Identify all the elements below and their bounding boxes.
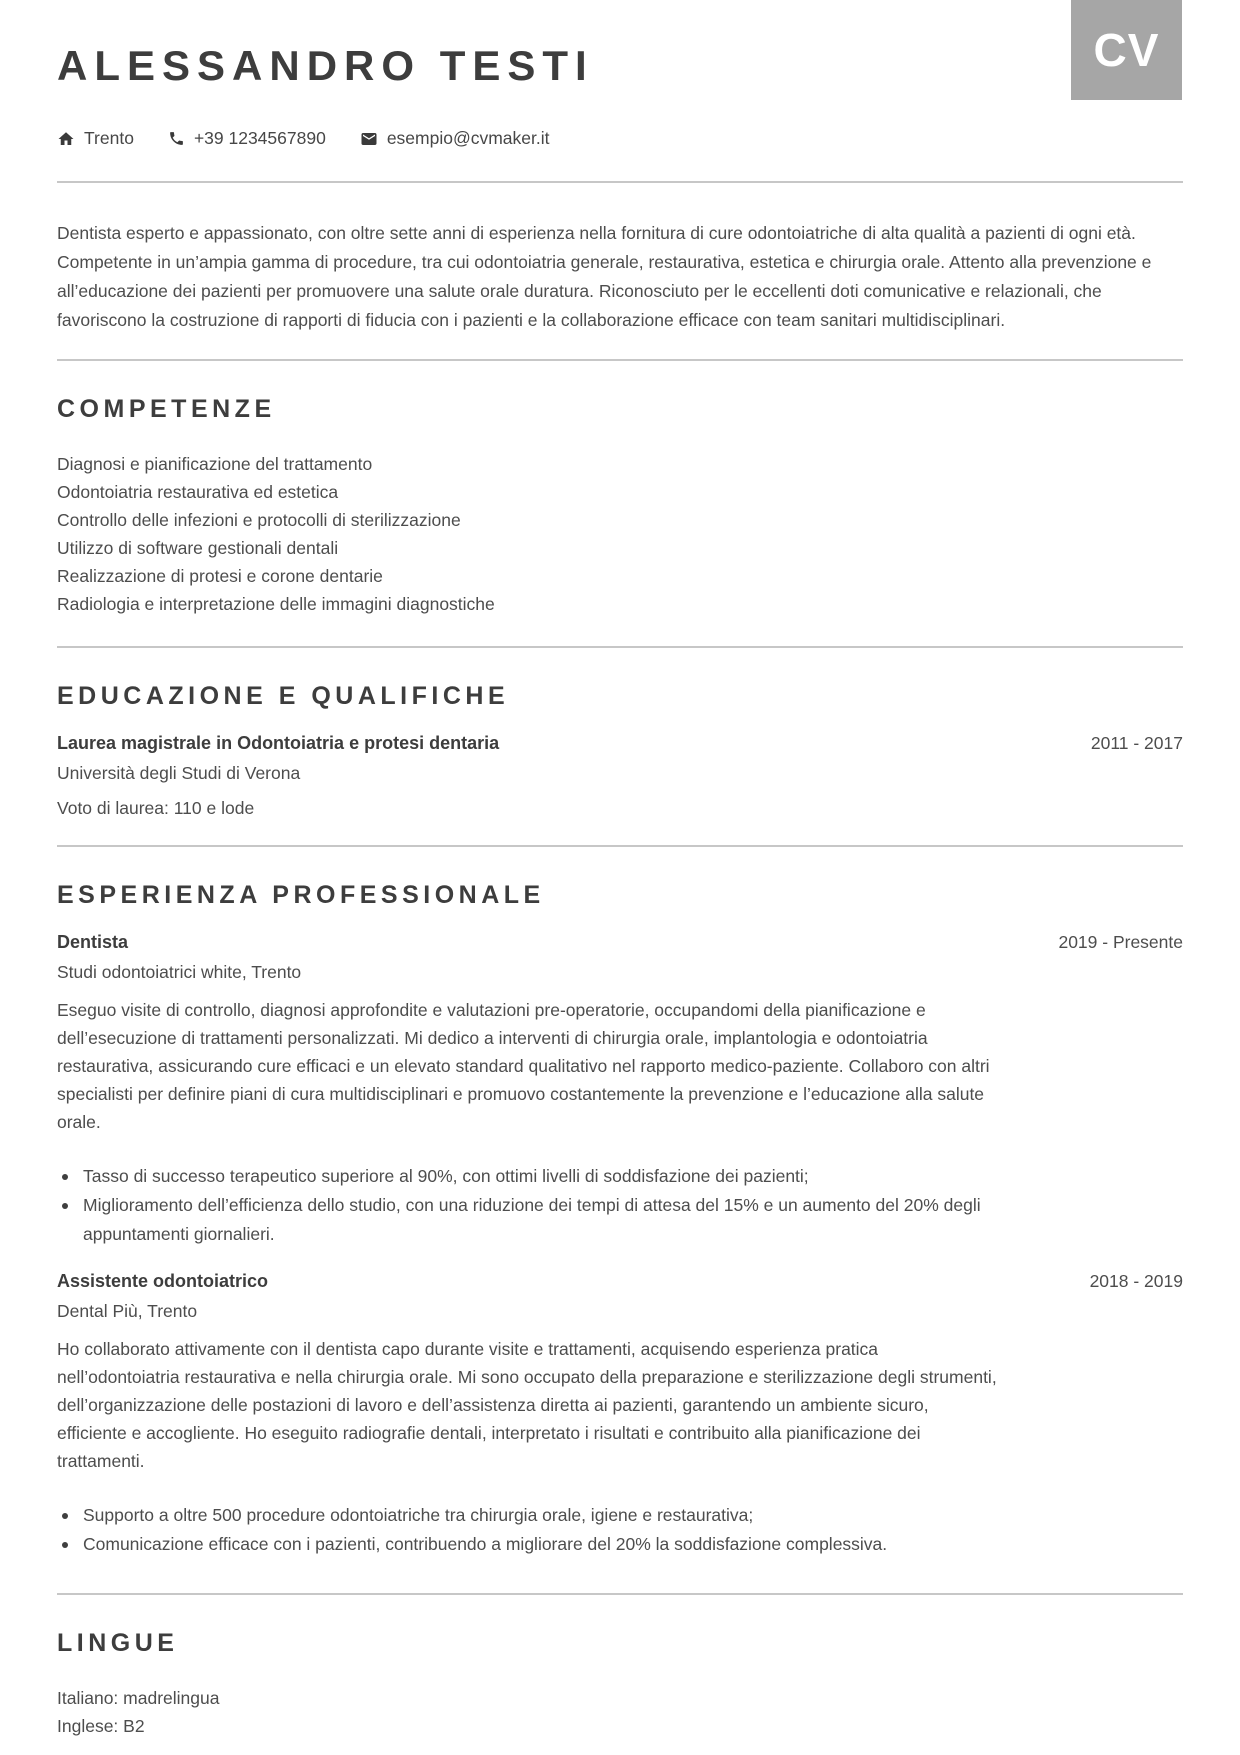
cv-logo-badge: [1071, 0, 1182, 100]
languages-list: [57, 1684, 1183, 1740]
job-achievements-list: [57, 1501, 1017, 1559]
job-period: 2019 - Presente: [1058, 932, 1183, 952]
languages-section: [57, 1629, 1183, 1740]
language-item: Italiano: madrelingua: [57, 1688, 220, 1708]
divider: [57, 359, 1183, 361]
achievement-item: Supporto a oltre 500 procedure odontoiatriche tra chirurgia orale, igiene e restaurativa;: [57, 1501, 1017, 1530]
skills-section: [57, 395, 1183, 618]
job-period: 2018 - 2019: [1089, 1271, 1183, 1291]
achievement-item: Miglioramento dell’efficienza dello studio, con una riduzione dei tempi di attesa del 15% e un aumento del 20% degli appuntamenti giornalieri.: [57, 1191, 1017, 1249]
education-section: [57, 682, 1183, 819]
profile-summary: Dentista esperto e appassionato, con oltre sette anni di esperienza nella fornitura di cure odontoiatriche di alta qualità a pazienti di ogni età. Competente in un’ampia gamma di procedure, tra cui odontoiatria generale, restaurativa, estetica e chirurgia orale. Attento alla prevenzione e all’educazione dei pazienti per promuovere una salute orale duratura. Riconosciuto per le eccellenti doti comunicative e relazionali, che favoriscono la costruzione di rapporti di fiducia con i pazienti e la collaborazione efficace con team sanitari multidisciplinari.: [57, 223, 1152, 330]
contact-location-text: Trento: [84, 128, 134, 148]
home-icon: [57, 130, 75, 148]
skill-item: Diagnosi e pianificazione del trattamento: [57, 454, 373, 474]
email-icon: [360, 130, 378, 148]
job-company: Studi odontoiatrici white, Trento: [57, 962, 302, 982]
cv-logo-text: CV: [1093, 24, 1160, 76]
education-period: 2011 - 2017: [1090, 733, 1183, 753]
language-item: Inglese: B2: [57, 1716, 145, 1736]
contact-email-text: esempio@cvmaker.it: [386, 128, 550, 148]
achievement-item: Comunicazione efficace con i pazienti, contribuendo a migliorare del 20% la soddisfazione complessiva.: [57, 1530, 1017, 1559]
education-section-title: EDUCAZIONE E QUALIFICHE: [57, 682, 510, 710]
skill-item: Odontoiatria restaurativa ed estetica: [57, 482, 339, 502]
experience-entry: [57, 1271, 1183, 1559]
candidate-name: ALESSANDRO TESTI: [57, 42, 594, 89]
divider: [57, 646, 1183, 648]
job-company: Dental Più, Trento: [57, 1301, 198, 1321]
education-entry-head: [57, 733, 1183, 754]
contact-location: [57, 128, 134, 149]
experience-section-title: ESPERIENZA PROFESSIONALE: [57, 881, 545, 909]
phone-icon: [168, 130, 185, 147]
skill-item: Utilizzo di software gestionali dentali: [57, 538, 339, 558]
achievement-item: Tasso di successo terapeutico superiore al 90%, con ottimi livelli di soddisfazione dei pazienti;: [57, 1162, 1017, 1191]
contact-phone: [168, 128, 326, 149]
job-achievements-list: [57, 1162, 1017, 1249]
skills-section-title: COMPETENZE: [57, 395, 276, 423]
education-grade: Voto di laurea: 110 e lode: [57, 798, 255, 818]
skill-item: Realizzazione di protesi e corone dentarie: [57, 566, 383, 586]
degree-title: Laurea magistrale in Odontoiatria e protesi dentaria: [57, 733, 500, 753]
experience-section: [57, 881, 1183, 1559]
job-description: Ho collaborato attivamente con il dentista capo durante visite e trattamenti, acquisendo esperienza pratica nell’odontoiatria restaurativa e nella chirurgia orale. Mi sono occupato della preparazione e sterilizzazione degli strumenti, dell’organizzazione delle postazioni di lavoro e dell’assistenza diretta ai pazienti, garantendo un ambiente sicuro, efficiente e accogliente. Ho eseguito radiografie dentali, interpretato i risultati e contribuito alla pianificazione dei trattamenti.: [57, 1339, 997, 1471]
skill-item: Radiologia e interpretazione delle immagini diagnostiche: [57, 594, 495, 614]
languages-section-title: LINGUE: [57, 1629, 179, 1657]
divider: [57, 1593, 1183, 1595]
job-description: Eseguo visite di controllo, diagnosi approfondite e valutazioni pre-operatorie, occupandomi della pianificazione e dell’esecuzione di trattamenti personalizzati. Mi dedico a interventi di chirurgia orale, implantologia e odontoiatria restaurativa, assicurando cure efficaci e un elevato standard qualitativo nel rapporto medico-paziente. Collaboro con altri specialisti per definire piani di cura multidisciplinari e promuovo costantemente la prevenzione e l’educazione alla salute orale.: [57, 1000, 990, 1132]
skill-item: Controllo delle infezioni e protocolli di sterilizzazione: [57, 510, 461, 530]
skills-list: [57, 450, 1183, 618]
experience-entry-head: [57, 932, 1183, 953]
experience-entry-head: [57, 1271, 1183, 1292]
job-role: Dentista: [57, 932, 129, 952]
job-role: Assistente odontoiatrico: [57, 1271, 269, 1291]
education-institution: Università degli Studi di Verona: [57, 763, 301, 783]
contact-row: [57, 128, 1183, 149]
contact-phone-text: +39 1234567890: [193, 128, 326, 148]
divider: [57, 845, 1183, 847]
divider: [57, 181, 1183, 183]
contact-email: [360, 128, 550, 149]
experience-entry: [57, 932, 1183, 1249]
